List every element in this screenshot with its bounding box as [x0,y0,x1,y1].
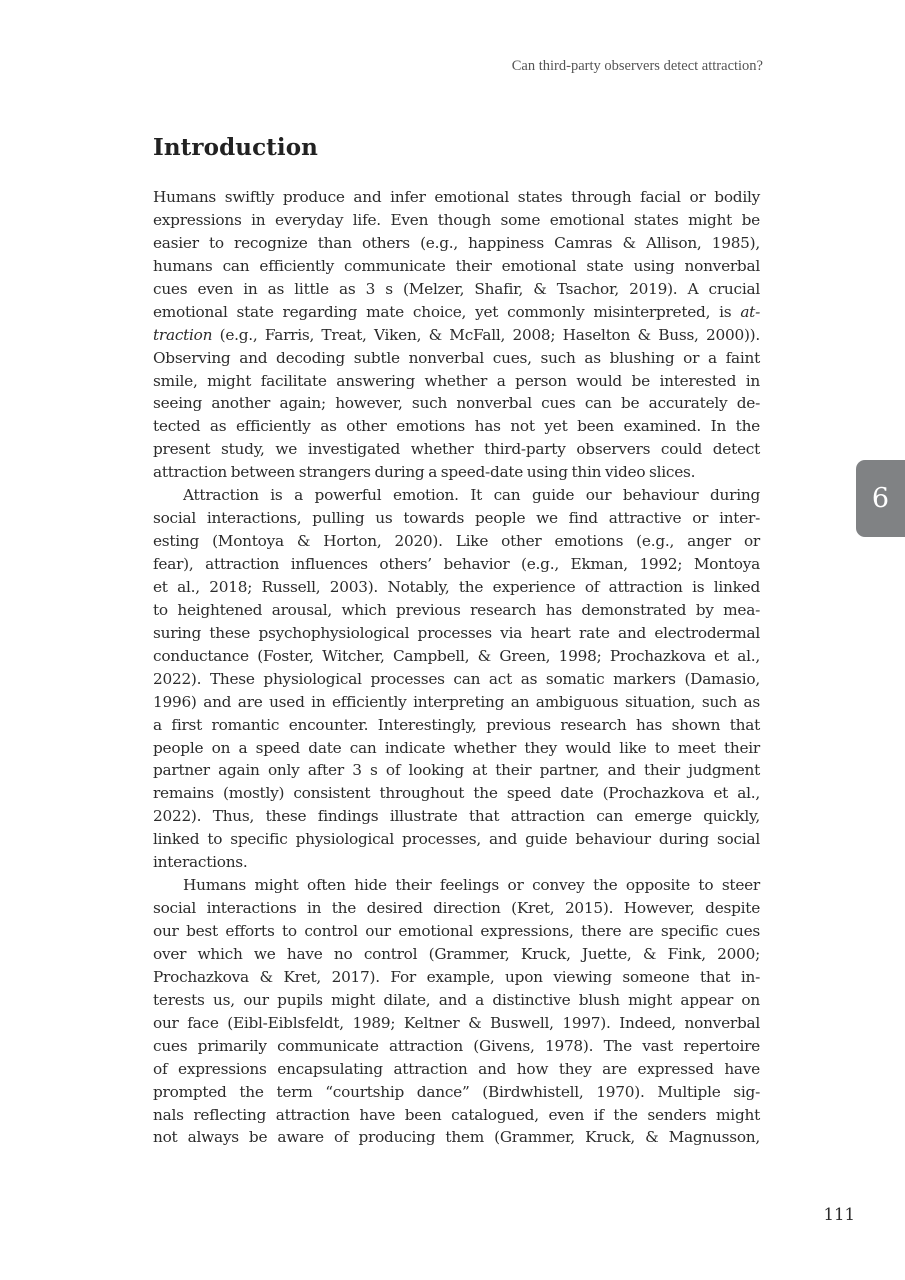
text-line: 2022). Thus, these findings illustrate that attraction can emerge quickly, [153,807,760,826]
italic-term: traction [153,325,213,344]
text-line: Observing and decoding subtle nonverbal cues, such as blushing or a faint [153,348,760,367]
text-line: suring these psychophysiological processes via heart rate and electrodermal [153,623,760,642]
text-line: to heightened arousal, which previous research has demonstrated by mea- [153,600,760,619]
text-line: cues even in as little as 3 s (Melzer, Shafir, & Tsachor, 2019). A crucial [153,279,760,298]
text-line: expressions in everyday life. Even though some emotional states might be [153,210,760,229]
chapter-number: 6 [871,483,890,514]
text-line: linked to specific physiological processes, and guide behaviour during social [153,830,760,849]
paragraph-3 [153,874,760,1149]
paragraph-2 [153,484,760,874]
section-heading: Introduction [153,134,318,161]
text-line: smile, might facilitate answering whether a person would be interested in [153,371,760,390]
text-line: nals reflecting attraction have been catalogued, even if the senders might [153,1105,760,1124]
text-line: tected as efficiently as other emotions has not yet been examined. In the [153,417,760,436]
text-line: Prochazkova & Kret, 2017). For example, upon viewing someone that in- [153,967,760,986]
text-line: terests us, our pupils might dilate, and a distinctive blush might appear on [153,990,760,1009]
text-line: 1996) and are used in efficiently interpreting an ambiguous situation, such as [153,692,760,711]
text-line: present study, we investigated whether third-party observers could detect [153,440,760,459]
chapter-tab [856,460,905,537]
text-line: conductance (Foster, Witcher, Campbell, & Green, 1998; Prochazkova et al., [153,646,760,665]
text-line: esting (Montoya & Horton, 2020). Like other emotions (e.g., anger or [153,532,760,551]
text-line: interactions. [153,853,248,872]
text-line: social interactions in the desired direction (Kret, 2015). However, despite [153,899,760,918]
text-segment: (e.g., Farris, Treat, Viken, & McFall, 2008; Haselton & Buss, 2000)). [219,325,760,344]
text-line: not always be aware of producing them (Grammer, Kruck, & Magnusson, [153,1128,760,1147]
text-line: prompted the term “courtship dance” (Birdwhistell, 1970). Multiple sig- [153,1082,760,1101]
text-line: our best efforts to control our emotional expressions, there are specific cues [153,922,760,940]
text-line: humans can efficiently communicate their emotional state using nonverbal [153,256,760,275]
text-line: a first romantic encounter. Interestingly, previous research has shown that [153,715,760,734]
text-line: partner again only after 3 s of looking at their partner, and their judgment [153,761,760,780]
paragraph-1 [153,186,760,484]
text-line: people on a speed date can indicate whether they would like to meet their [153,738,760,757]
text-line: our face (Eibl-Eiblsfeldt, 1989; Keltner & Buswell, 1997). Indeed, nonverbal [153,1013,760,1032]
page-number: 111 [823,1205,855,1224]
running-header: Can third-party observers detect attraction? [511,58,763,74]
text-line: Attraction is a powerful emotion. It can guide our behaviour during [183,486,760,505]
text-line: et al., 2018; Russell, 2003). Notably, the experience of attraction is linked [153,577,760,596]
text-line: cues primarily communicate attraction (Givens, 1978). The vast repertoire [153,1036,760,1055]
text-line: of expressions encapsulating attraction and how they are expressed have [153,1059,760,1078]
text-line: 2022). These physiological processes can act as somatic markers (Damasio, [153,669,760,688]
text-line: social interactions, pulling us towards people we find attractive or inter- [153,509,760,528]
text-line: fear), attraction influences others’ behavior (e.g., Ekman, 1992; Montoya [153,555,760,573]
text-line: attraction between strangers during a speed-date using thin video slices. [153,463,696,482]
text-segment: emotional state regarding mate choice, yet commonly misinterpreted, is [153,302,732,321]
text-line: Humans swiftly produce and infer emotional states through facial or bodily [153,188,760,206]
text-line: Humans might often hide their feelings or convey the opposite to steer [183,876,760,895]
text-line [153,324,760,347]
text-line: easier to recognize than others (e.g., happiness Camras & Allison, 1985), [153,233,760,252]
body-text [153,186,760,1149]
text-line: over which we have no control (Grammer, Kruck, Juette, & Fink, 2000; [153,944,760,963]
italic-term: at- [740,302,760,321]
text-line: seeing another again; however, such nonverbal cues can be accurately de- [153,394,760,413]
text-line: remains (mostly) consistent throughout the speed date (Prochazkova et al., [153,784,760,803]
text-line [153,301,760,324]
